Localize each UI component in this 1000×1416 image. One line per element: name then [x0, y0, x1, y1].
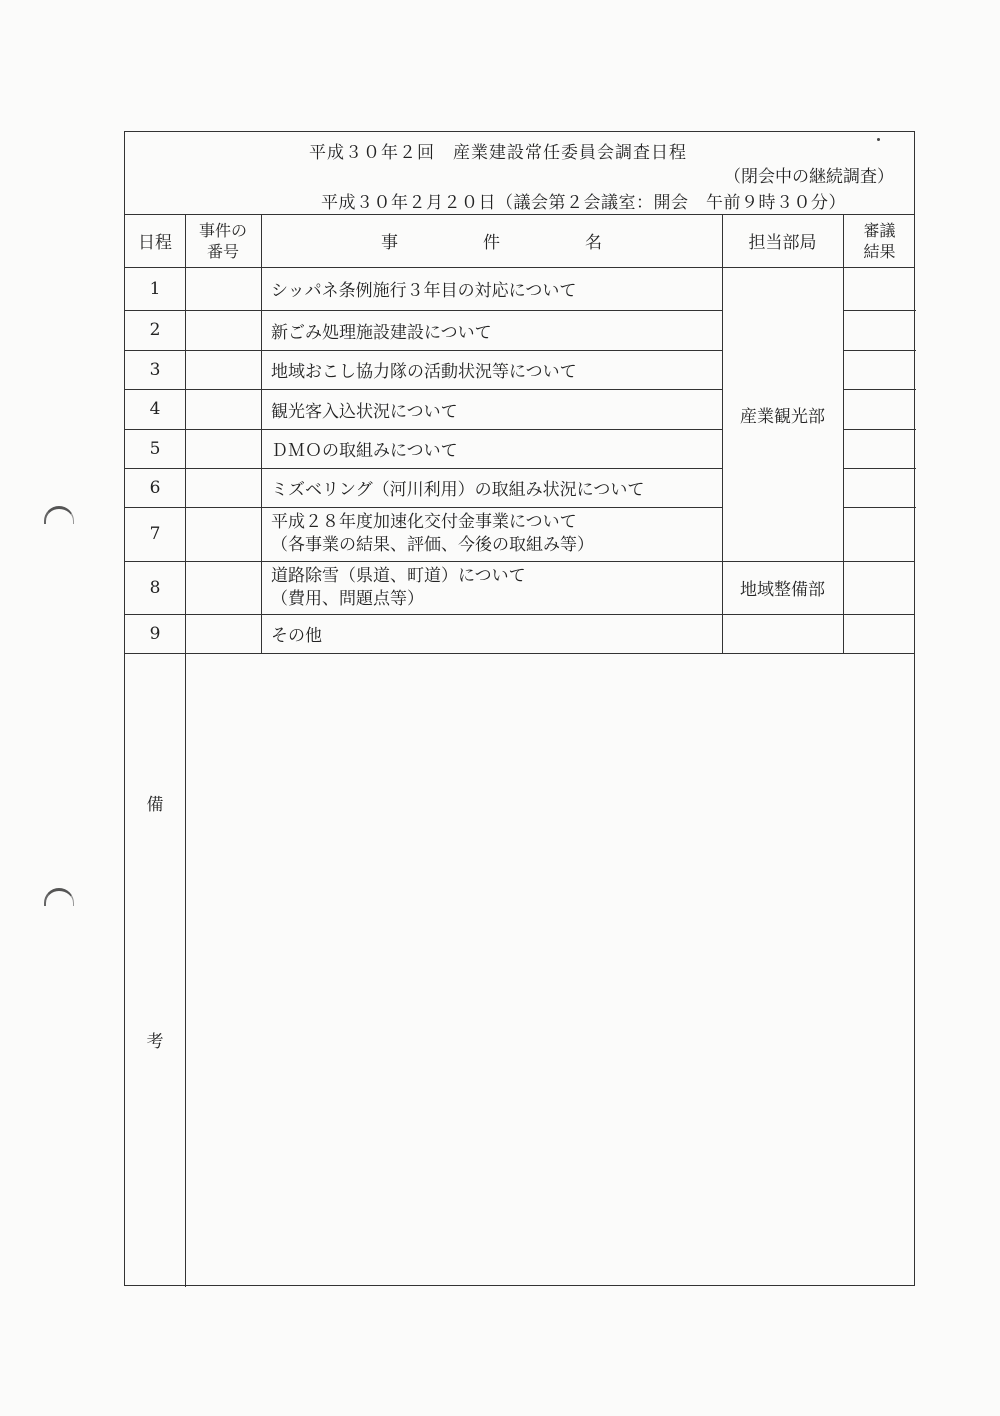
binder-hole-top: [44, 506, 74, 524]
department-regional-development: 地域整備部: [740, 580, 825, 600]
header-case-number-line2: 番号: [206, 241, 239, 261]
document-date-line: 平成３０年２月２０日（議会第２会議室：開会 午前９時３０分）: [321, 193, 846, 213]
header-result-line2: 結果: [863, 241, 896, 261]
row-6-name: ミズベリング（河川利用）の取組み状況について: [271, 480, 645, 500]
row-3-case-number: [185, 350, 261, 389]
document-title: 平成３０年２回 産業建設常任委員会調査日程: [309, 143, 687, 163]
row-1-name: シッパネ条例施行３年目の対応について: [271, 281, 577, 301]
row-8-name-line1: 道路除雪（県道、町道）について: [271, 565, 526, 586]
row-7-name-line1: 平成２８年度加速化交付金事業について: [271, 512, 577, 532]
remarks-label-char2: 考: [146, 1031, 164, 1052]
row-4-no: 4: [149, 399, 161, 419]
row-9-case-number: [185, 614, 261, 653]
binder-hole-bottom: [44, 888, 74, 906]
row-5-name: ＤＭＯの取組みについて: [271, 441, 458, 461]
row-1-result: [843, 267, 916, 310]
remarks-label-char1: 備: [146, 794, 164, 815]
row-8-case-number: [185, 561, 261, 614]
row-6-result: [843, 468, 916, 507]
row-5-result: [843, 429, 916, 468]
department-industry-tourism: 産業観光部: [740, 406, 825, 427]
header-case-number: [185, 214, 261, 267]
row-1-no: 1: [149, 278, 161, 299]
row-7-name: [261, 507, 722, 561]
row-9-result: [843, 614, 916, 653]
row-3-result: [843, 350, 916, 389]
row-9-name: その他: [271, 626, 322, 646]
row-7-name-line2: （各事業の結果、評価、今後の取組み等）: [271, 535, 594, 555]
row-5-case-number: [185, 429, 261, 468]
header-case-name: 事 件 名: [381, 233, 602, 253]
row-7-case-number: [185, 507, 261, 561]
row-2-case-number: [185, 310, 261, 350]
header-case-number-line1: 事件の: [198, 220, 247, 240]
row-8-result: [843, 561, 916, 614]
row-4-name: 観光客入込状況について: [271, 401, 458, 422]
row-9-no: 9: [149, 623, 161, 644]
row-3-no: 3: [149, 359, 161, 380]
row-5-no: 5: [149, 438, 161, 459]
row-6-case-number: [185, 468, 261, 507]
row-7-result: [843, 507, 916, 561]
row-2-name: 新ごみ処理施設建設について: [271, 322, 492, 343]
title-block: [125, 132, 914, 214]
row-2-no: 2: [149, 320, 161, 340]
row-3-name: 地域おこし協力隊の活動状況等について: [271, 362, 577, 382]
row-7-no: 7: [149, 524, 161, 544]
row-9-department: [722, 614, 843, 653]
header-department: 担当部局: [748, 233, 817, 253]
row-4-result: [843, 389, 916, 429]
row-4-case-number: [185, 389, 261, 429]
header-result-line1: 審議: [863, 220, 896, 240]
document-subtitle: （閉会中の継続調査）: [724, 167, 894, 187]
row-2-result: [843, 310, 916, 350]
header-schedule: 日程: [138, 233, 172, 253]
row-8-no: 8: [149, 577, 161, 598]
row-6-no: 6: [149, 477, 161, 498]
schedule-form: [124, 131, 915, 1286]
remarks-content: [185, 653, 916, 1285]
row-1-case-number: [185, 267, 261, 310]
row-8-name-line2: （費用、問題点等）: [271, 588, 424, 609]
row-8-name: [261, 561, 722, 614]
header-result: [843, 214, 916, 267]
